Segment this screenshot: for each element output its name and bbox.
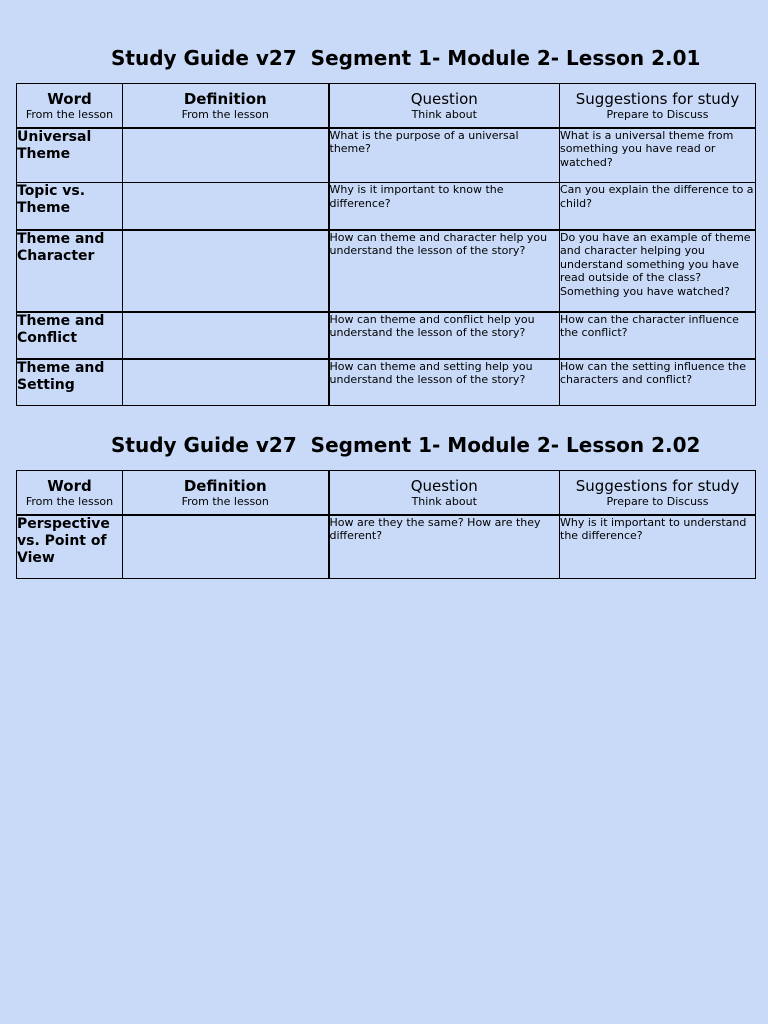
header-suggestions-label: Suggestions for study [575,90,740,108]
header-definition-sublabel: From the lesson [181,108,269,121]
header-definition-label: Definition [183,477,267,495]
header-suggestions [560,84,756,128]
word-cell: Universal Theme [17,128,123,183]
definition-cell[interactable] [123,515,329,579]
question-cell: What is the purpose of a universal theme? [329,128,560,183]
suggestion-cell: Why is it important to understand the difference? [560,515,756,579]
header-word-label: Word [47,90,92,108]
header-word [17,471,123,515]
header-word [17,84,123,128]
definition-cell[interactable] [123,183,329,230]
suggestion-cell: Can you explain the difference to a child? [560,183,756,230]
header-definition [123,471,329,515]
table-row [17,128,756,183]
header-suggestions-sublabel: Prepare to Discuss [606,495,709,508]
suggestion-cell: What is a universal theme from something you have read or watched? [560,128,756,183]
table-row [17,312,756,359]
table-row [17,515,756,579]
header-question [329,84,560,128]
question-cell: Why is it important to know the difference? [329,183,560,230]
header-suggestions-sublabel: Prepare to Discuss [606,108,709,121]
header-word-sublabel: From the lesson [25,495,114,508]
question-cell: How can theme and conflict help you understand the lesson of the story? [329,312,560,359]
header-question [329,471,560,515]
section-title: Study Guide v27 Segment 1- Module 2- Lesson 2.02 [111,433,701,457]
header-definition [123,84,329,128]
header-question-sublabel: Think about [411,495,477,508]
table-row [17,359,756,406]
definition-cell[interactable] [123,128,329,183]
study-guide-table [16,470,756,579]
header-suggestions [560,471,756,515]
suggestion-cell: How can the character influence the conflict? [560,312,756,359]
header-suggestions-label: Suggestions for study [575,477,740,495]
table-row [17,183,756,230]
table-header-row [17,84,756,128]
definition-cell[interactable] [123,359,329,406]
header-question-label: Question [410,477,478,495]
question-cell: How can theme and character help you understand the lesson of the story? [329,230,560,312]
study-guide-table [16,83,756,406]
definition-cell[interactable] [123,230,329,312]
definition-cell[interactable] [123,312,329,359]
word-cell: Theme and Character [17,230,123,312]
header-question-label: Question [410,90,478,108]
word-cell: Theme and Conflict [17,312,123,359]
header-word-label: Word [47,477,92,495]
word-cell: Perspective vs. Point of View [17,515,123,579]
question-cell: How can theme and setting help you understand the lesson of the story? [329,359,560,406]
suggestion-cell: Do you have an example of theme and character helping you understand something you have read outside of the class? Something you have watched? [560,230,756,312]
section-title: Study Guide v27 Segment 1- Module 2- Lesson 2.01 [111,46,701,70]
word-cell: Topic vs. Theme [17,183,123,230]
table-header-row [17,471,756,515]
header-definition-label: Definition [183,90,267,108]
header-word-sublabel: From the lesson [25,108,114,121]
header-question-sublabel: Think about [411,108,477,121]
question-cell: How are they the same? How are they different? [329,515,560,579]
header-definition-sublabel: From the lesson [181,495,269,508]
word-cell: Theme and Setting [17,359,123,406]
table-row [17,230,756,312]
suggestion-cell: How can the setting influence the characters and conflict? [560,359,756,406]
